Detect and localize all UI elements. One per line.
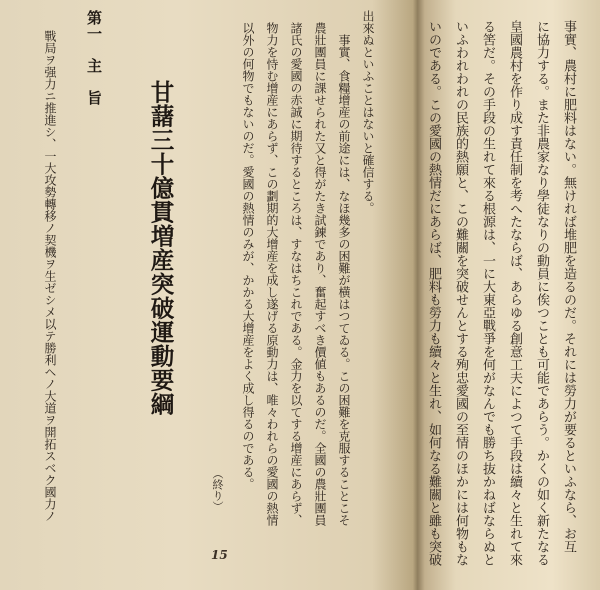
right-page-line: 事實、農村に肥料はない。無ければ堆肥を造るのだ。それには勞力が要るといふなら、お互 — [561, 20, 576, 553]
document-title: 甘藷三十億貫増産突破運動要綱 — [146, 80, 175, 416]
article-line: 以外の何物でもないのだ。愛國の熱情のみが、かかる大增産をよく成し得るのである。 — [241, 22, 255, 490]
section-heading: 第一 主 旨 — [85, 10, 103, 106]
right-page-line: る筈だ。その手段の生れて來る根源は、一に大東亞戰爭を何がなんでも勝ち抜かねばならぬと — [480, 20, 495, 566]
article-line: 農壯團員に課せられた又と得がたき試錬であり、奮起すべき價値もあるのだ。全國の農壯團員 — [313, 22, 327, 526]
right-page-line: いのである。この愛國の熱情だにあらば、肥料も勞力も續々と生れ、如何なる難關と雖も突破 — [426, 20, 441, 566]
end-mark: （終り） — [211, 468, 224, 512]
right-page-line: に協力する。また非農家なり學徒なりの動員に俟つことも可能であらう。かくの如く新たなる — [534, 20, 549, 566]
right-page-line: 皇國農村を作り成す責任制を考へたならば、あらゆる創意工夫によつて手段は續々と生れて來 — [507, 20, 522, 566]
directive-text: 戰局ヲ强力ニ推進シ、一大攻勢轉移ノ契機ヲ生ゼシメ以テ勝利ヘノ大道ヲ開拓スベク國力ノ — [43, 30, 57, 522]
page-number: 15 — [211, 548, 228, 562]
article-line: 出來ぬといふことはないと確信する。 — [361, 10, 375, 214]
right-page-line: いふわれわれの民族的熱願と、この難關を突破せんとする殉忠愛國の至情のほかには何物もな — [453, 20, 468, 566]
article-line: 物力を恃む增産にあらず、この劃期的大增産を成し遂げる原動力は、唯々われらの愛國の熱情 — [265, 22, 279, 526]
article-line: 諸氏の愛國の赤誠に期待するところは、すなはちこれである。金力を以てする增産にあらず、 — [289, 22, 303, 526]
article-line: 事實、食糧增産の前途には、なほ幾多の困難が横はつてゐる。この困難を克服することこそ — [337, 34, 351, 526]
